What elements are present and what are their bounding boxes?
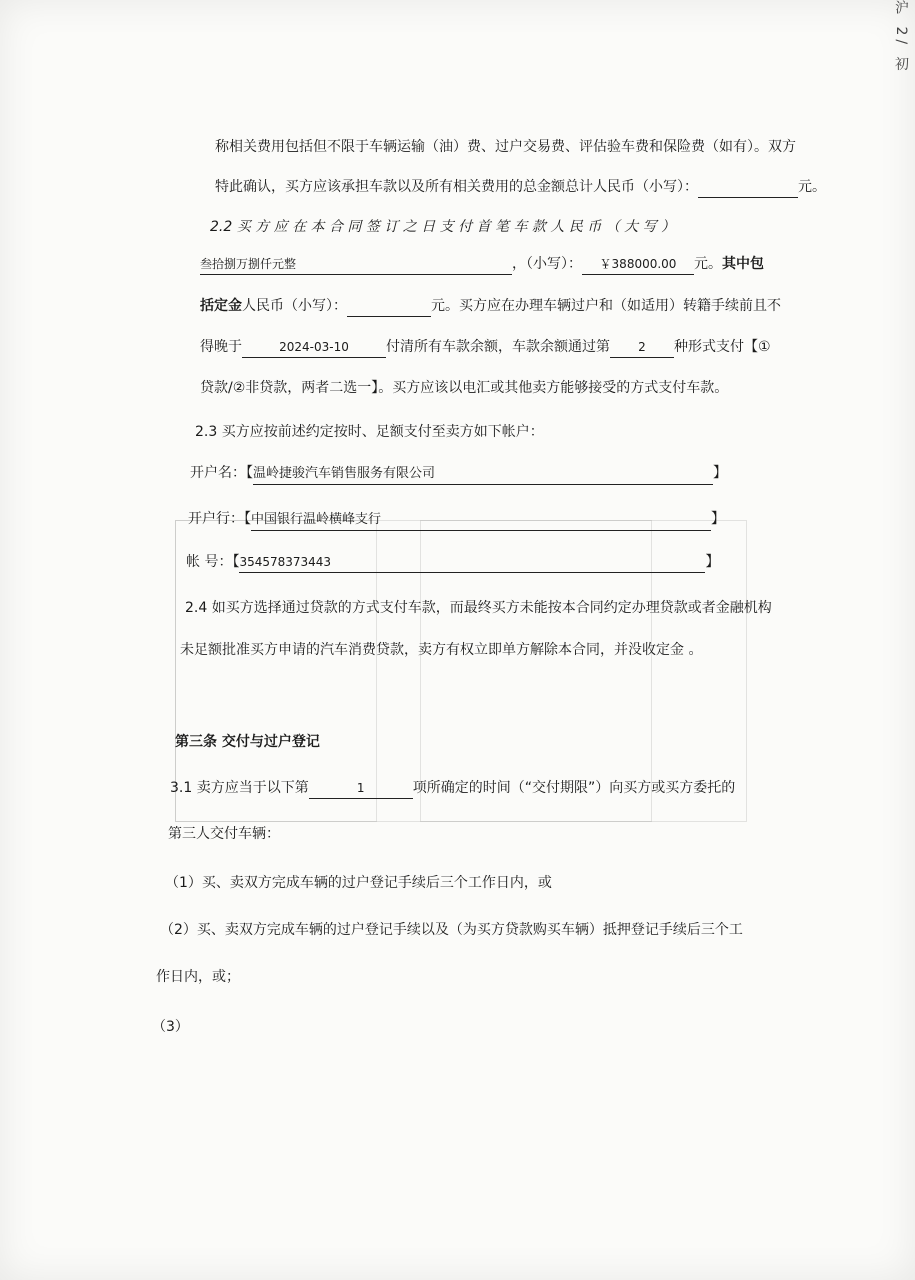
line-12: 第三人交付车辆： (168, 826, 280, 842)
account-bank-field[interactable]: 中国银行温岭横峰支行 (251, 510, 711, 531)
deposit-label: 括定金 (200, 298, 242, 314)
total-amount-text: 特此确认，买方应该承担车款以及所有相关费用的总金额总计人民币（小写）： (215, 179, 698, 195)
account-number-row (186, 552, 719, 573)
capital-amount-field[interactable]: 叁拾捌万捌仟元整 (200, 254, 512, 275)
deadline-label: 得晚于 (200, 339, 242, 355)
account-name-label: 开户名：【 (190, 465, 253, 481)
line-15: 作日内，或； (156, 969, 240, 985)
line-2 (215, 177, 826, 198)
account-name-field[interactable]: 温岭捷骏汽车销售服务有限公司 (253, 464, 713, 485)
section-3-heading: 第三条 交付与过户登记 (175, 734, 320, 750)
line-16: （3） (152, 1019, 189, 1035)
total-amount-field[interactable] (698, 177, 798, 198)
line-5 (200, 296, 781, 317)
account-number-field[interactable]: 354578373443 (239, 552, 705, 573)
line-8: 2.3 买方应按前述约定按时、足额支付至卖方如下帐户： (195, 424, 544, 440)
deposit-intro-text: 其中包 (722, 256, 764, 272)
delivery-time-text: 项所确定的时间（“交付期限”）向买方或买方委托的 (412, 780, 736, 796)
yuan-suffix: 元。 (694, 256, 722, 272)
delivery-option-field[interactable]: 1 (309, 778, 413, 799)
close-bracket: 】 (711, 511, 725, 527)
balance-method-text: 付清所有车款余额，车款余额通过第 (386, 339, 610, 355)
deadline-date-field[interactable]: 2024-03-10 (242, 337, 386, 358)
line-4 (200, 254, 764, 275)
delivery-time-label: 3.1 卖方应当于以下第 (170, 780, 309, 796)
line-13: （1）买、卖双方完成车辆的过户登记手续后三个工作日内，或 (165, 875, 552, 891)
line-10: 未足额批准买方申请的汽车消费贷款，卖方有权立即单方解除本合同，并没收定金 。 (180, 642, 703, 658)
close-bracket: 】 (705, 554, 720, 570)
account-bank-row (188, 509, 725, 531)
account-number-label: 帐 号：【 (186, 554, 240, 570)
deposit-amount-field[interactable] (347, 296, 431, 317)
line-5-rest: 元。买方应在办理车辆过户和（如适用）转籍手续前且不 (431, 298, 781, 314)
payment-options-text: 种形式支付【① (674, 339, 771, 355)
account-name-row (190, 463, 727, 485)
line-7: 贷款/②非贷款，两者二选一】。买方应该以电汇或其他卖方能够接受的方式支付车款。 (200, 380, 729, 396)
lowercase-label: ，（小写）： (512, 256, 582, 272)
page-edge-mark: 沪 2/ 初 (893, 0, 909, 75)
line-6 (200, 337, 771, 358)
yuan-suffix: 元。 (798, 179, 826, 195)
line-9: 2.4 如买方选择通过贷款的方式支付车款，而最终买方未能按本合同约定办理贷款或者金融机构 (185, 600, 772, 616)
deposit-lowercase-label: 人民币（小写）： (242, 298, 347, 314)
close-bracket: 】 (713, 465, 727, 481)
payment-method-number-field[interactable]: 2 (610, 337, 674, 358)
lowercase-amount-field[interactable]: ￥388000.00 (582, 254, 694, 275)
account-bank-label: 开户行：【 (188, 511, 251, 527)
line-14: （2）买、卖双方完成车辆的过户登记手续以及（为买方贷款购买车辆）抵押登记手续后三个工 (160, 922, 743, 938)
line-11 (170, 778, 735, 799)
line-1: 称相关费用包括但不限于车辆运输（油）费、过户交易费、评估验车费和保险费（如有）。双方 (215, 139, 796, 155)
line-3: 2.2 买 方 应 在 本 合 同 签 订 之 日 支 付 首 笔 车 款 人 民 币 （ 大 写 ） (210, 219, 676, 235)
